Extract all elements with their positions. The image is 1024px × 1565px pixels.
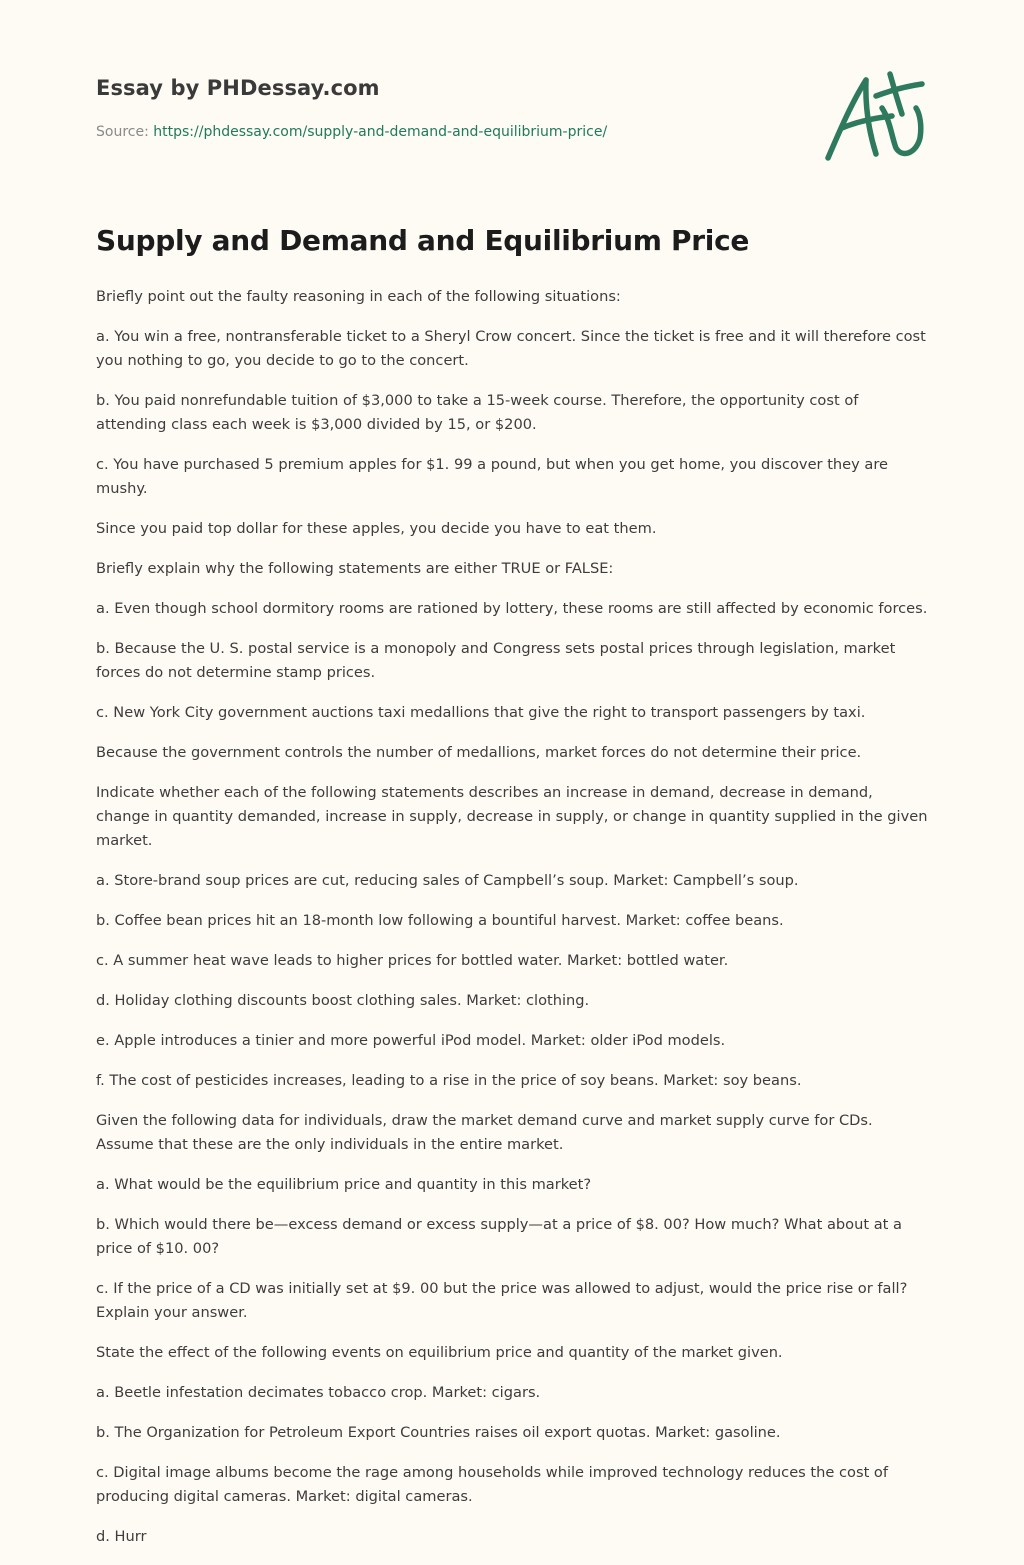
paragraph: c. A summer heat wave leads to higher prices for bottled water. Market: bottled water. <box>96 952 729 969</box>
paragraph: Indicate whether each of the following statements describes an increase in demand, decrease in demand, change in quantity demanded, increase in supply, decrease in supply, or change in quantity supplied in the given market. <box>96 784 928 849</box>
paragraph: b. The Organization for Petroleum Export Countries raises oil export quotas. Market: gasoline. <box>96 1424 781 1441</box>
source-line <box>96 124 607 140</box>
source-link[interactable]: https://phdessay.com/supply-and-demand-and-equilibrium-price/ <box>153 124 608 140</box>
paragraph: Briefly explain why the following statements are either TRUE or FALSE: <box>96 560 614 577</box>
site-title: Essay by PHDessay.com <box>96 76 380 100</box>
a-plus-logo-icon <box>822 68 926 164</box>
paragraph: e. Apple introduces a tinier and more powerful iPod model. Market: older iPod models. <box>96 1032 726 1049</box>
article-body <box>96 285 930 1565</box>
paragraph: c. New York City government auctions taxi medallions that give the right to transport passengers by taxi. <box>96 704 866 721</box>
paragraph: b. You paid nonrefundable tuition of $3,000 to take a 15-week course. Therefore, the opportunity cost of attending class each week is $3,000 divided by 15, or $200. <box>96 392 859 433</box>
paragraph: c. You have purchased 5 premium apples for $1. 99 a pound, but when you get home, you discover they are mushy. <box>96 456 889 497</box>
source-label: Source: <box>96 124 154 140</box>
paragraph: d. Holiday clothing discounts boost clothing sales. Market: clothing. <box>96 992 590 1009</box>
page-header <box>96 0 928 170</box>
paragraph: b. Because the U. S. postal service is a monopoly and Congress sets postal prices through legislation, market forces do not determine stamp prices. <box>96 640 896 681</box>
paragraph: a. Store-brand soup prices are cut, reducing sales of Campbell’s soup. Market: Campbell’s soup. <box>96 872 799 889</box>
paragraph: b. Coffee bean prices hit an 18-month low following a bountiful harvest. Market: coffee beans. <box>96 912 784 929</box>
paragraph: Since you paid top dollar for these apples, you decide you have to eat them. <box>96 520 657 537</box>
paragraph: a. You win a free, nontransferable ticket to a Sheryl Crow concert. Since the ticket is free and it will therefore cost you nothing to go, you decide to go to the concert. <box>96 328 926 369</box>
paragraph: Briefly point out the faulty reasoning in each of the following situations: <box>96 288 621 305</box>
paragraph: b. Which would there be—excess demand or excess supply—at a price of $8. 00? How much? What about at a price of $10. 00? <box>96 1216 902 1257</box>
paragraph: c. If the price of a CD was initially set at $9. 00 but the price was allowed to adjust, would the price rise or fall? Explain your answer. <box>96 1280 908 1321</box>
paragraph: Given the following data for individuals, draw the market demand curve and market supply curve for CDs. Assume that these are the only individuals in the entire market. <box>96 1112 873 1153</box>
paragraph: a. Beetle infestation decimates tobacco crop. Market: cigars. <box>96 1384 541 1401</box>
paragraph: c. Digital image albums become the rage among households while improved technology reduces the cost of producing digital cameras. Market: digital cameras. <box>96 1464 888 1505</box>
paragraph: d. Hurr <box>96 1528 147 1545</box>
paragraph: State the effect of the following events on equilibrium price and quantity of the market given. <box>96 1344 783 1361</box>
article-title: Supply and Demand and Equilibrium Price <box>96 224 750 257</box>
paragraph: Because the government controls the number of medallions, market forces do not determine their price. <box>96 744 862 761</box>
paragraph: a. What would be the equilibrium price and quantity in this market? <box>96 1176 592 1193</box>
paragraph: a. Even though school dormitory rooms are rationed by lottery, these rooms are still affected by economic forces. <box>96 600 928 617</box>
paragraph: f. The cost of pesticides increases, leading to a rise in the price of soy beans. Market: soy beans. <box>96 1072 802 1089</box>
